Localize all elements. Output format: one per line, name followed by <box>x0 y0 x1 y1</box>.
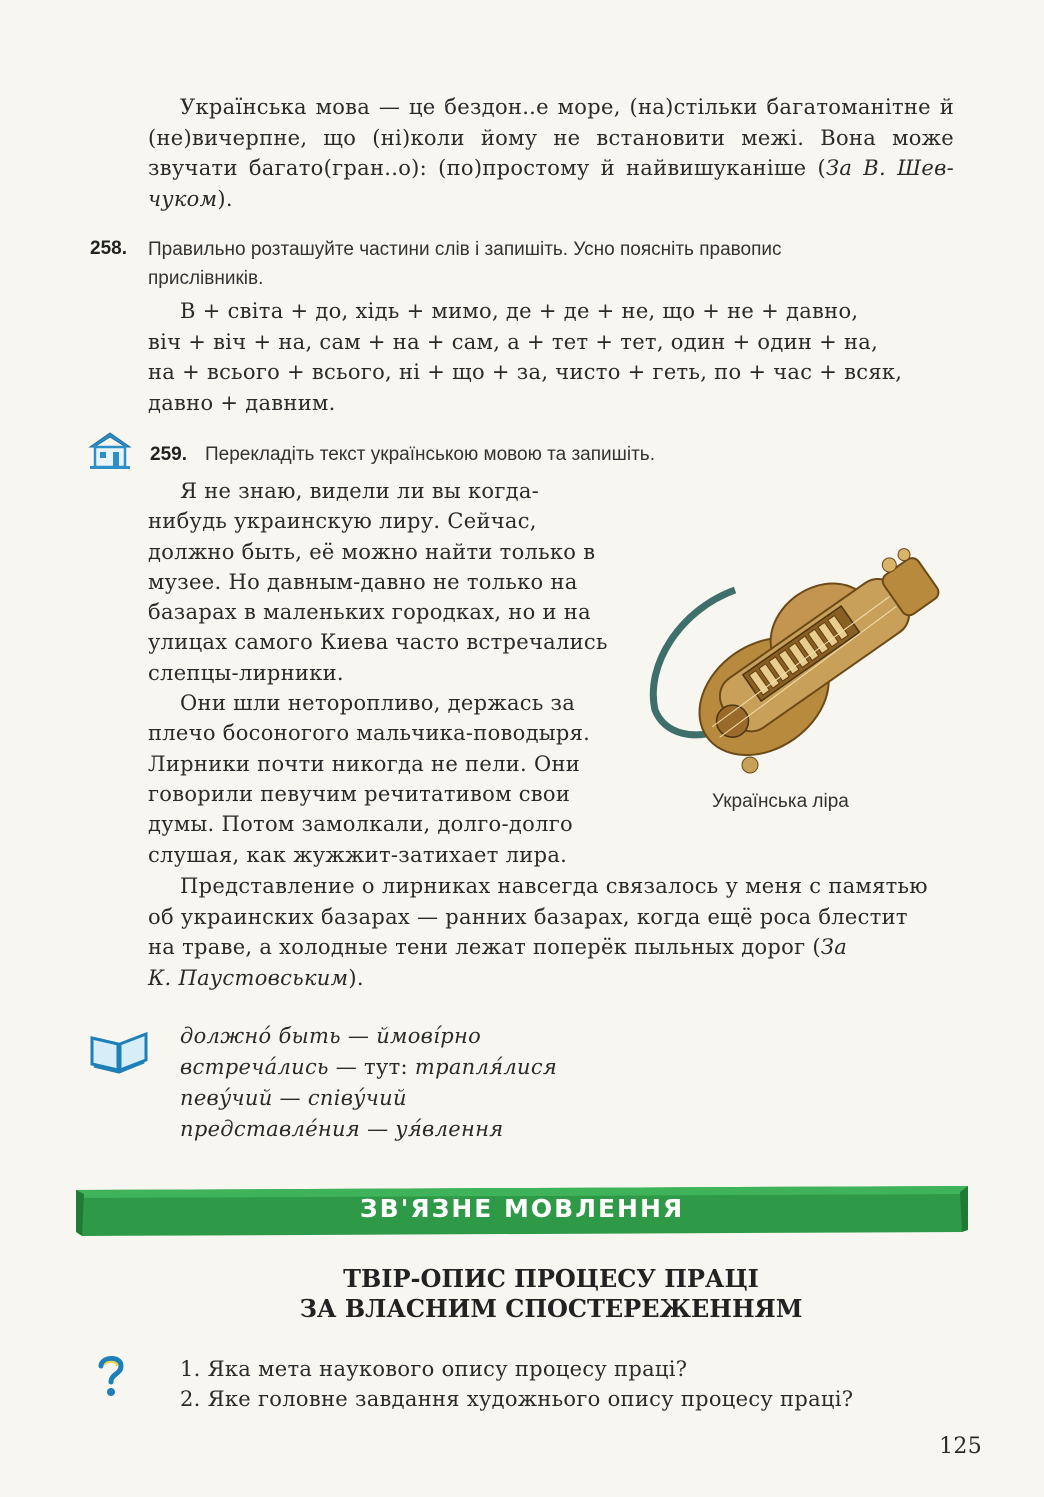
section-banner <box>76 1186 968 1236</box>
text-line: об украинских базарах — ранних базарах, когда ещё роса блестит <box>148 904 908 929</box>
section-title: ЗВ'ЯЗНЕ МОВЛЕННЯ <box>359 1194 685 1223</box>
lyre-illustration <box>640 490 950 780</box>
vocab-word: представле́ния <box>180 1117 361 1141</box>
task-line: Правильно розташуйте частини слів і запишіть. Усно поясніть правопис <box>148 239 782 260</box>
vocab-item <box>180 1083 557 1114</box>
vocab-translation: уя́влення <box>395 1117 504 1141</box>
book-icon <box>88 1030 150 1074</box>
vocab-dash: — <box>328 1055 365 1079</box>
text-line: й (не)вичерпне, що (ні)коли йому не встановити межі. Вона може <box>148 95 954 150</box>
text-line: говорили певучим речитативом свои <box>148 781 571 806</box>
title-line: ЗА ВЛАСНИМ СПОСТЕРЕЖЕННЯМ <box>299 1294 803 1323</box>
text-line: на траве, а холодные тени лежат поперёк пыльных дорог ( <box>148 935 821 959</box>
author-reference: За <box>820 935 848 959</box>
author-reference: За В. Шев- <box>826 156 954 180</box>
exercise-task: Перекладіть текст українською мовою та запишіть. <box>205 444 655 465</box>
text-line: думы. Потом замолкали, долго-долго <box>148 812 573 837</box>
intro-paragraph <box>148 92 954 214</box>
page-number: 125 <box>939 1434 982 1459</box>
vocab-dash: — <box>272 1086 308 1110</box>
exercise-258-words <box>148 296 954 418</box>
text-line: улицах самого Киева часто встречались <box>148 630 608 655</box>
vocab-translation: трапля́лися <box>414 1055 558 1079</box>
question-list <box>180 1354 853 1414</box>
task-line: прислівників. <box>148 268 264 289</box>
text-line: давно + давним. <box>148 390 336 415</box>
question-icon <box>94 1352 128 1400</box>
vocab-word: певу́чий <box>180 1086 273 1110</box>
author-reference: чуком <box>148 186 218 211</box>
russian-text-paragraph-1 <box>148 476 624 870</box>
text-line: В + світа + до, хідь + мимо, де + де + не, що + не + давно, <box>180 299 859 323</box>
text-line: базарах в маленьких городках, но и на <box>148 600 591 625</box>
text-line: нибудь украинскую лиру. Сейчас, <box>148 509 537 534</box>
text-line: ). <box>348 965 364 990</box>
text-line: слушая, как жужжит-затихает лира. <box>148 842 568 867</box>
page-title <box>148 1264 954 1324</box>
text-line: Українська мова — це бездон..е море, (на)стільки багатоманітне <box>180 95 931 119</box>
vocab-translation: ймові́рно <box>376 1024 482 1048</box>
vocab-dash: — <box>360 1117 396 1141</box>
text-line: на + всього + всього, ні + що + за, чисто + геть, по + час + всяк, <box>148 360 903 384</box>
text-line: Представление о лирниках навсегда связалось у меня с памятью <box>180 874 928 898</box>
vocab-translation: співу́чий <box>307 1086 407 1110</box>
text-line: звучати багато(гран..о): (по)простому й найвишуканіше ( <box>148 156 826 180</box>
question-item: 1. Яка мета наукового опису процесу праці? <box>180 1357 688 1381</box>
image-caption: Українська ліра <box>712 791 849 812</box>
home-task-icon <box>86 430 134 472</box>
russian-text-paragraph-3 <box>148 871 954 993</box>
vocab-word: должно́ быть <box>180 1024 341 1048</box>
exercise-number: 259. <box>150 444 187 465</box>
vocab-item <box>180 1021 557 1052</box>
vocab-word: встреча́лись <box>180 1055 329 1079</box>
text-line: Я не знаю, видели ли вы когда- <box>180 479 540 503</box>
text-line: ). <box>217 186 233 211</box>
text-line: плечо босоногого мальчика-поводыря. <box>148 721 591 746</box>
exercise-task <box>148 235 954 293</box>
vocab-note: тут: <box>364 1055 415 1079</box>
text-line: віч + віч + на, сам + на + сам, а + тет + тет, один + один + на, <box>148 329 879 354</box>
vocabulary-list <box>180 1021 557 1145</box>
exercise-number: 258. <box>90 238 127 259</box>
vocab-dash: — <box>340 1024 377 1048</box>
text-line: слепцы-лирники. <box>148 660 344 685</box>
author-reference: К. Паустовським <box>148 965 349 990</box>
text-line: Они шли неторопливо, держась за <box>180 691 576 716</box>
text-line: должно быть, её можно найти только в <box>148 539 596 564</box>
vocab-item <box>180 1052 557 1083</box>
vocab-item <box>180 1114 557 1145</box>
text-line: Лирники почти никогда не пели. Они <box>148 751 581 776</box>
title-line: ТВІР-ОПИС ПРОЦЕСУ ПРАЦІ <box>343 1264 759 1293</box>
text-line: музее. Но давным-давно не только на <box>148 569 578 594</box>
question-item: 2. Яке головне завдання художнього опису процесу праці? <box>180 1387 854 1411</box>
